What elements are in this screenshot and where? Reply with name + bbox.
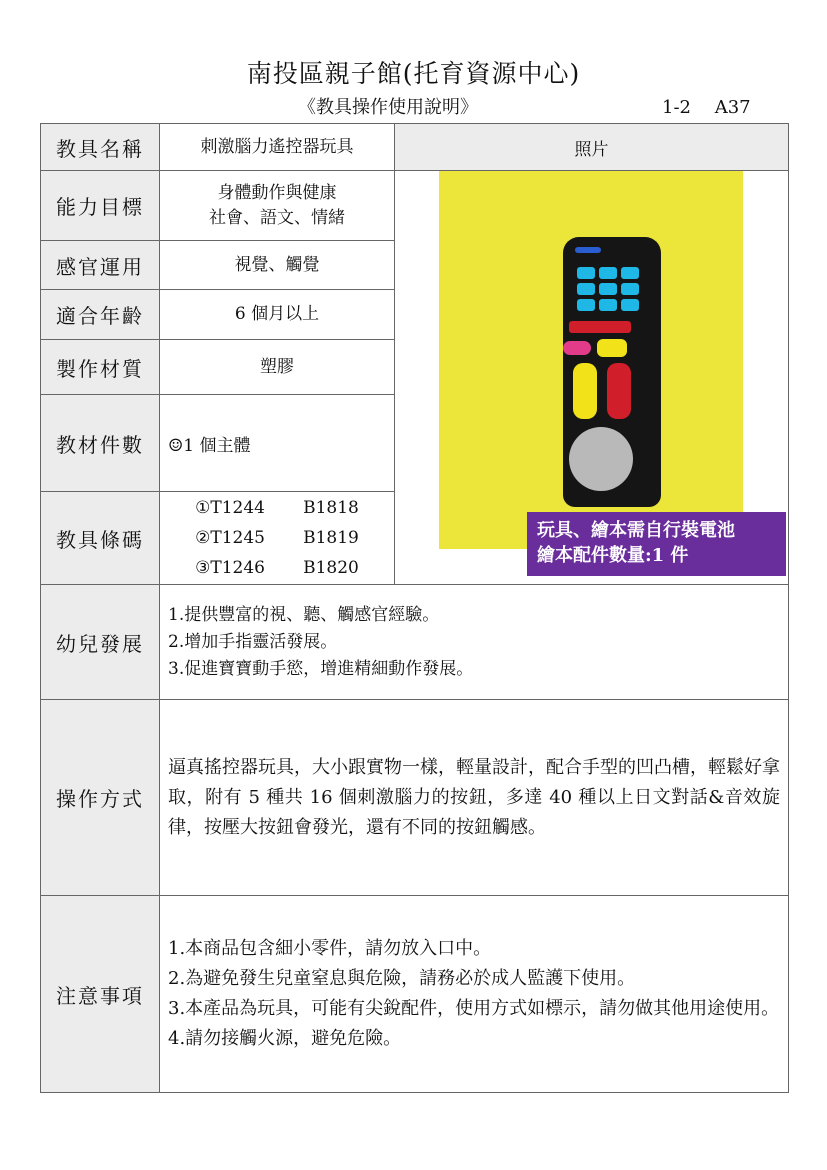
book-code: B1819 xyxy=(303,528,359,548)
operation-label: 操作方式 xyxy=(41,700,160,896)
list-item: 3.促進寶寶動手慾，增進精細動作發展。 xyxy=(168,658,474,679)
photo-header: 照片 xyxy=(395,124,789,171)
ability-value xyxy=(160,171,395,241)
toy-code: ③T1246 xyxy=(195,558,265,578)
barcode-item xyxy=(195,523,359,553)
photo-cell xyxy=(395,171,789,585)
list-item: 3.本產品為玩具，可能有尖銳配件，使用方式如標示，請勿做其他用途使用。 xyxy=(168,998,780,1019)
book-code: B1818 xyxy=(303,498,359,518)
barcode-item xyxy=(195,553,359,583)
age-label: 適合年齡 xyxy=(41,290,160,340)
list-item: 1.本商品包含細小零件，請勿放入口中。 xyxy=(168,938,492,959)
list-item: 2.增加手指靈活發展。 xyxy=(168,631,338,652)
barcode-value xyxy=(160,492,395,585)
battery-notice-line-1: 玩具、繪本需自行裝電池 xyxy=(537,520,735,541)
list-item: 2.為避免發生兒童窒息與危險，請務必於成人監護下使用。 xyxy=(168,968,636,989)
barcode-label: 教具條碼 xyxy=(41,492,160,585)
material-label: 製作材質 xyxy=(41,340,160,395)
book-code: B1820 xyxy=(303,558,359,578)
list-item: 4.請勿接觸火源，避免危險。 xyxy=(168,1028,402,1049)
ability-label: 能力目標 xyxy=(41,171,160,241)
battery-notice-line-2: 繪本配件數量:1 件 xyxy=(537,545,689,566)
senses-value: 視覺、觸覺 xyxy=(160,241,395,290)
item-code: 1-2 A37 xyxy=(662,97,751,118)
material-value: 塑膠 xyxy=(160,340,395,395)
barcode-list xyxy=(195,493,359,583)
page-title: 南投區親子館(托育資源中心) xyxy=(246,59,581,88)
ability-line-2: 社會、語文、情緒 xyxy=(209,207,345,228)
notes-list xyxy=(160,896,789,1093)
notes-label: 注意事項 xyxy=(41,896,160,1093)
toy-code: ②T1245 xyxy=(195,528,265,548)
ability-line-1: 身體動作與健康 xyxy=(217,182,337,203)
age-value: 6 個月以上 xyxy=(160,290,395,340)
remote-control-toy xyxy=(563,237,661,507)
battery-notice xyxy=(527,512,786,576)
operation-text: 逼真搖控器玩具，大小跟實物一樣，輕量設計，配合手型的凹凸槽，輕鬆好拿取，附有 5 種共 16 個刺激腦力的按鈕，多達 40 種以上日文對話&音效旋律，按壓大按鈕會發光，還有不同的按鈕觸感。 xyxy=(160,700,789,896)
document-subtitle: 《教具操作使用說明》 xyxy=(298,97,478,118)
development-list xyxy=(160,585,789,700)
count-value: ☺1 個主體 xyxy=(160,395,395,492)
list-item: 1.提供豐富的視、聽、觸感官經驗。 xyxy=(168,604,440,625)
name-value: 刺激腦力遙控器玩具 xyxy=(160,124,395,171)
development-label: 幼兒發展 xyxy=(41,585,160,700)
toy-code: ①T1244 xyxy=(195,498,265,518)
senses-label: 感官運用 xyxy=(41,241,160,290)
toy-photo xyxy=(439,171,743,549)
name-label: 教具名稱 xyxy=(41,124,160,171)
instruction-table xyxy=(40,123,789,1093)
count-label: 教材件數 xyxy=(41,395,160,492)
barcode-item xyxy=(195,493,359,523)
